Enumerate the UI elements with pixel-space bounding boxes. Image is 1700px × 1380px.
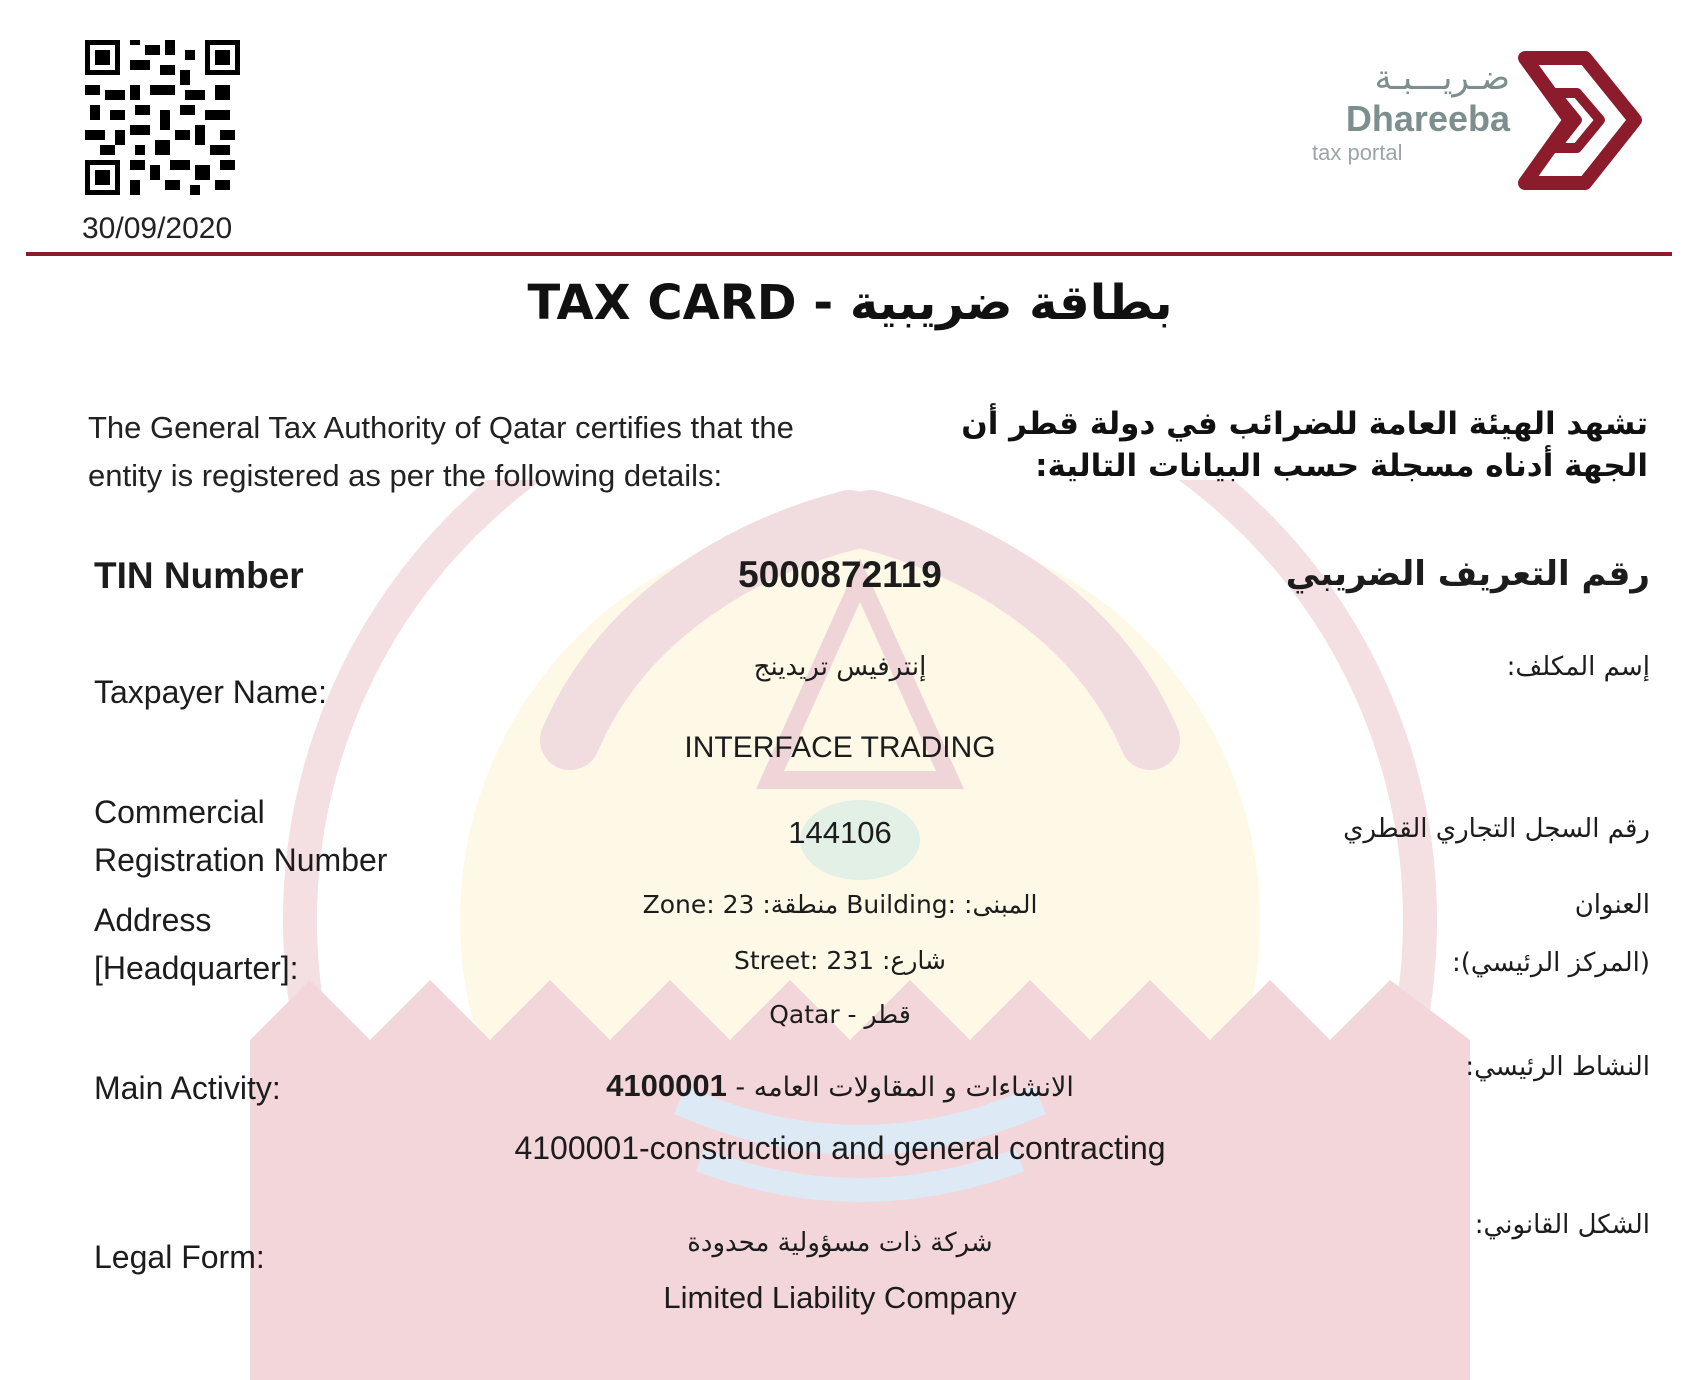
- address-label-en-line-1: Address: [94, 902, 212, 938]
- legal-form-label-en: Legal Form:: [94, 1239, 265, 1275]
- dhareeba-logo-icon: [1515, 48, 1645, 193]
- logo-title: Dhareeba: [1345, 98, 1510, 139]
- legal-form-value-ar: شركة ذات مسؤولية محدودة: [687, 1228, 993, 1258]
- header-divider: [26, 252, 1672, 256]
- cr-value: 144106: [788, 815, 892, 850]
- issue-date: 30/09/2020: [82, 212, 233, 245]
- cr-label-en-line-2: Registration Number: [94, 842, 388, 878]
- intro-ar-line-1: تشهد الهيئة العامة للضرائب في دولة قطر أن: [961, 406, 1648, 442]
- cr-label-en-line-1: Commercial: [94, 794, 265, 830]
- tin-value: 5000872119: [738, 554, 942, 595]
- activity-label-ar: النشاط الرئيسي:: [1465, 1052, 1650, 1082]
- address-label-ar-line-1: العنوان: [1574, 890, 1650, 920]
- activity-code: 4100001: [606, 1068, 727, 1103]
- address-label-en-line-2: [Headquarter]:: [94, 950, 299, 986]
- tin-label-en: TIN Number: [94, 555, 304, 596]
- address-line-1: Zone: 23 :منطقة Building: :المبنى: [642, 890, 1038, 919]
- taxpayer-value-ar: إنترفيس تريدينج: [753, 652, 927, 682]
- document-title: TAX CARD - بطاقة ضريبية: [527, 275, 1173, 331]
- intro-en-line-2: entity is registered as per the following details:: [88, 458, 723, 493]
- activity-value-ar-row: [440, 1068, 1240, 1104]
- tin-label-ar: رقم التعريف الضريبي: [1285, 554, 1650, 594]
- intro-en-line-1: The General Tax Authority of Qatar certifies that the: [88, 410, 794, 445]
- legal-form-label-ar: الشكل القانوني:: [1474, 1210, 1650, 1240]
- address-label-ar-line-2: (المركز الرئيسي):: [1452, 948, 1650, 978]
- activity-value-ar: - الانشاءات و المقاولات العامه: [726, 1072, 1074, 1103]
- taxpayer-value-en: INTERFACE TRADING: [684, 731, 996, 764]
- taxpayer-label-en: Taxpayer Name:: [94, 674, 327, 710]
- address-line-3: Qatar - قطر: [769, 1000, 911, 1029]
- qr-code: [85, 40, 240, 195]
- legal-form-value-en: Limited Liability Company: [663, 1280, 1017, 1315]
- taxpayer-label-ar: إسم المكلف:: [1506, 652, 1650, 682]
- logo-subtitle: tax portal: [1312, 140, 1403, 165]
- logo-arabic-text: ضـريـــبـة: [1374, 58, 1510, 98]
- cr-label-ar: رقم السجل التجاري القطري: [1343, 814, 1650, 844]
- intro-ar-line-2: الجهة أدناه مسجلة حسب البيانات التالية:: [1035, 448, 1648, 484]
- address-line-2: Street: 231 :شارع: [734, 946, 946, 975]
- activity-label-en: Main Activity:: [94, 1070, 281, 1106]
- activity-value-en: 4100001-construction and general contracting: [514, 1130, 1166, 1166]
